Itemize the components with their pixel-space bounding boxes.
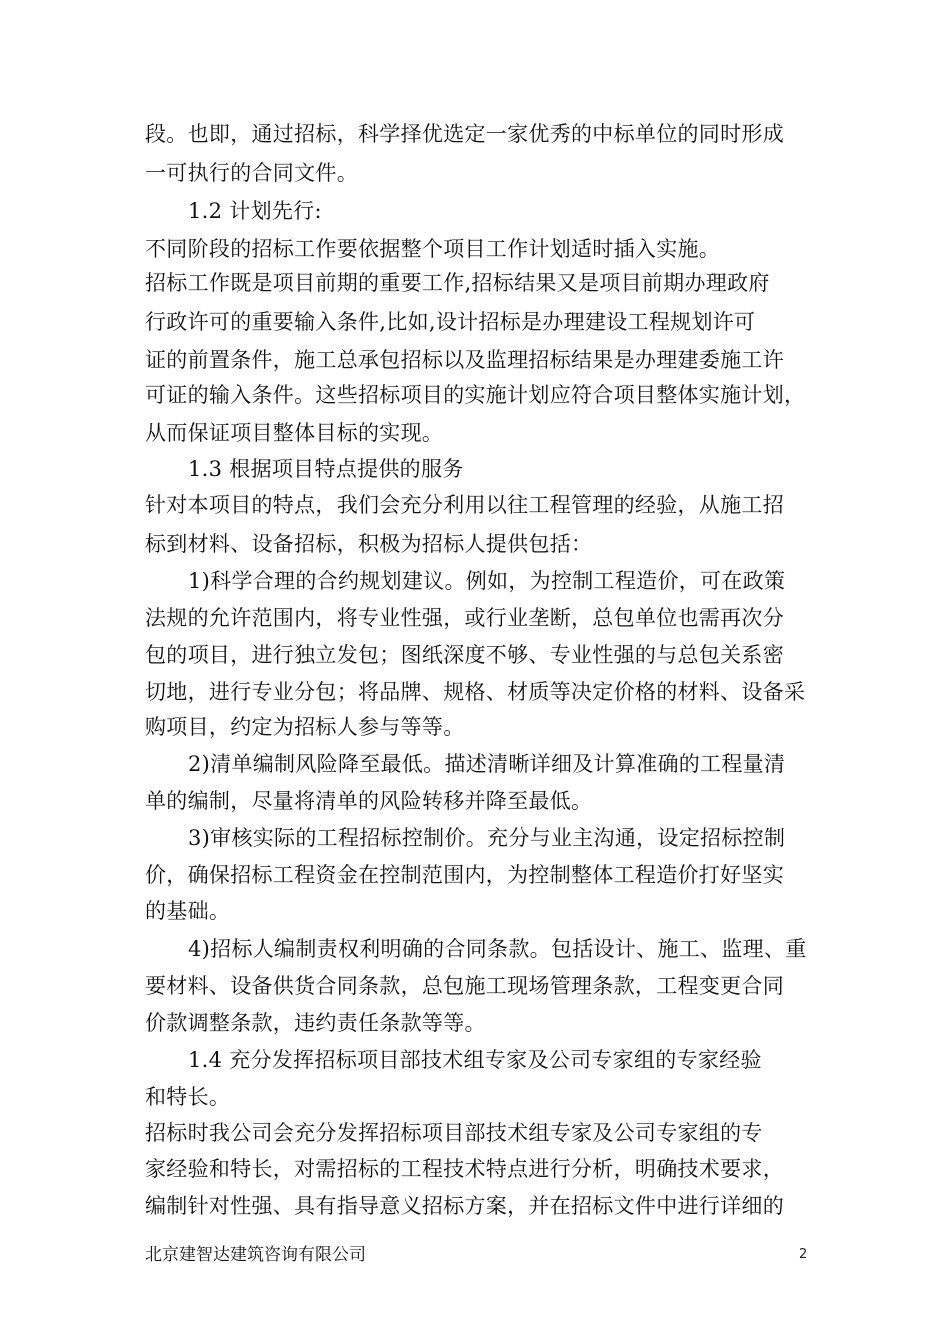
text-line: 价款调整条款，违约责任条款等等。 [145,1011,486,1035]
section-heading: 1.2 计划先行: [188,199,322,223]
text-line: 可证的输入条件。这些招标项目的实施计划应符合项目整体实施计划， [145,383,806,407]
text-line: 1)科学合理的合约规划建议。例如，为控制工程造价，可在政策 [188,569,786,593]
text-line: 购项目，约定为招标人参与等等。 [145,715,465,739]
text-line: 家经验和特长，对需招标的工程技术特点进行分析，明确技术要求， [145,1157,784,1181]
text-line: 价，确保招标工程资金在控制范围内，为控制整体工程造价打好坚实 [145,863,784,887]
text-line: 证的前置条件，施工总承包招标以及监理招标结果是办理建委施工许 [145,348,784,372]
text-line: 法规的允许范围内，将专业性强，或行业垄断，总包单位也需再次分 [145,606,784,630]
section-heading: 1.3 根据项目特点提供的服务 [188,457,464,481]
footer-company-name: 北京建智达建筑咨询有限公司 [145,1245,366,1265]
text-line: 的基础。 [145,899,231,923]
text-line: 单的编制，尽量将清单的风险转移并降至最低。 [145,789,593,813]
text-line: 一可执行的合同文件。 [145,161,358,185]
page-number: 2 [799,1247,808,1262]
text-line: 2)清单编制风险降至最低。描述清晰详细及计算准确的工程量清 [188,752,786,776]
text-line: 从而保证项目整体目标的实现。 [145,421,444,445]
text-line: 标到材料、设备招标，积极为招标人提供包括： [145,532,593,556]
text-line: 针对本项目的特点，我们会充分利用以往工程管理的经验，从施工招 [145,493,784,517]
text-line: 招标时我公司会充分发挥招标项目部技术组专家及公司专家组的专 [145,1121,763,1145]
text-line: 不同阶段的招标工作要依据整个项目工作计划适时插入实施。 [145,237,721,261]
text-line: 和特长。 [145,1085,231,1109]
text-line: 招标工作既是项目前期的重要工作,招标结果又是项目前期办理政府 [145,271,770,295]
text-line: 切地，进行专业分包；将品牌、规格、材质等决定价格的材料、设备采 [145,680,806,704]
text-line: 编制针对性强、具有指导意义招标方案，并在招标文件中进行详细的 [145,1194,784,1218]
text-line: 行政许可的重要输入条件,比如,设计招标是办理建设工程规划许可 [145,310,756,334]
text-line: 3)审核实际的工程招标控制价。充分与业主沟通，设定招标控制 [188,826,786,850]
text-line: 要材料、设备供货合同条款，总包施工现场管理条款，工程变更合同 [145,974,784,998]
text-line: 段。也即，通过招标，科学择优选定一家优秀的中标单位的同时形成 [145,122,784,146]
section-heading: 1.4 充分发挥招标项目部技术组专家及公司专家组的专家经验 [188,1048,762,1072]
text-line: 4)招标人编制责权利明确的合同条款。包括设计、施工、监理、重 [188,937,807,961]
text-line: 包的项目，进行独立发包；图纸深度不够、专业性强的与总包关系密 [145,643,784,667]
